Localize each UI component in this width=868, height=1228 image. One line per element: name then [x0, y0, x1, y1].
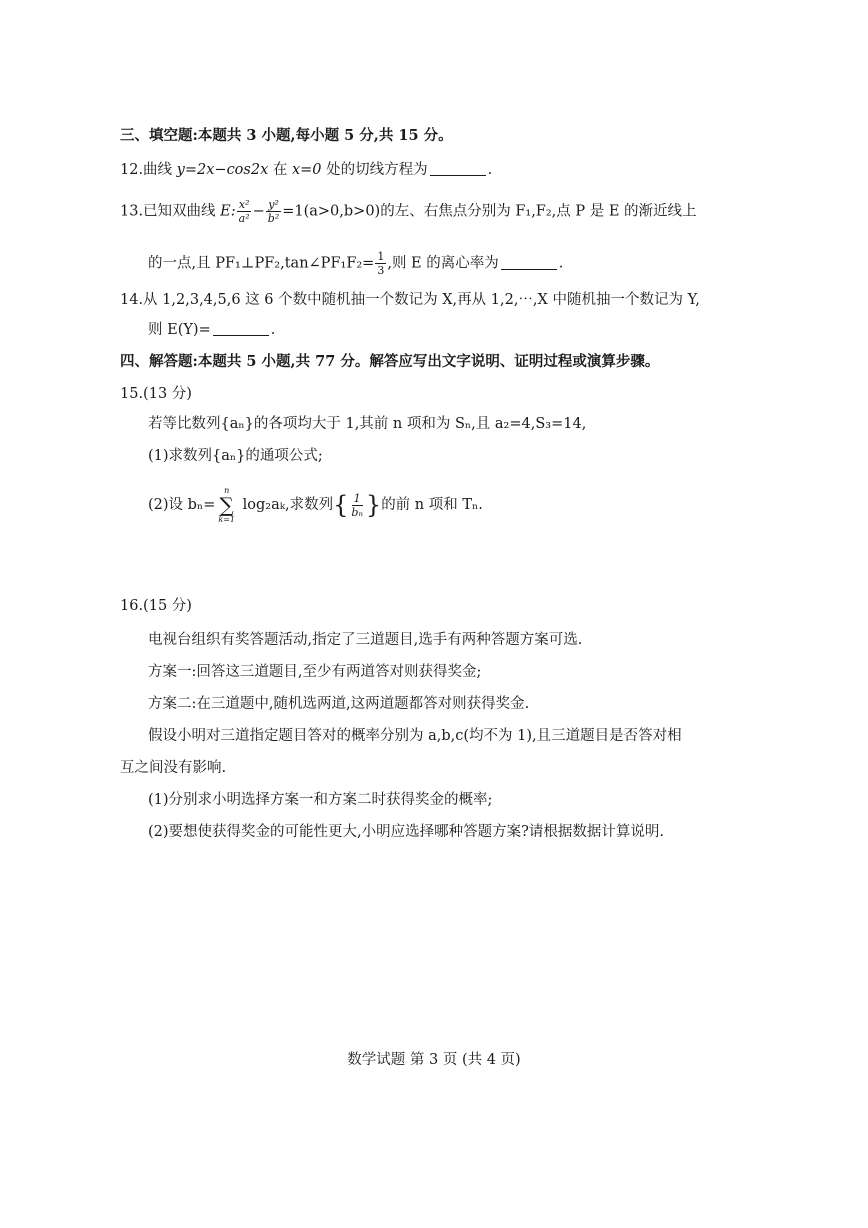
question-15-part-2: (2)设 bₙ= n ∑ k=1 log₂aₖ,求数列{ $\frac{1}{\text{bₙ}}$ }的前 n 项和 Tₙ.: [148, 486, 483, 524]
answer-blank-14: [213, 321, 269, 336]
question-12: 12.曲线 y=2x−cos2x 在 x=0 处的切线方程为 .: [120, 162, 493, 178]
answer-blank-12: [430, 161, 486, 176]
fraction-y-over-b: $\frac{\text{y²}}{\text{b²}}$: [267, 198, 280, 225]
question-13-line-1: 13.已知双曲线 E: $\frac{\text{x²}}{\text{a²}}$ − $\frac{\text{y²}}{\text{b²}}$ =1(a>0,b>0)的左、右焦点分别为 F₁,F₂,点 P 是 E 的渐近线上: [120, 198, 697, 225]
summation-symbol: n ∑ k=1: [218, 486, 235, 524]
question-16-paragraph-5: 互之间没有影响.: [120, 760, 227, 776]
question-14-line-2: 则 E(Y)= .: [148, 322, 276, 338]
question-16-label: 16.(15 分): [120, 598, 192, 614]
section-4-title: 四、解答题:本题共 5 小题,共 77 分。解答应写出文字说明、证明过程或演算步骤。: [120, 353, 660, 370]
section-3-title: 三、填空题:本题共 3 小题,每小题 5 分,共 15 分。: [120, 127, 453, 144]
question-16-part-2: (2)要想使获得奖金的可能性更大,小明应选择哪种答题方案?请根据数据计算说明.: [148, 824, 665, 840]
question-15-part-1: (1)求数列{aₙ}的通项公式;: [148, 448, 323, 464]
fraction-one-third: $\frac{1}{3}$: [377, 250, 385, 277]
question-15-stem: 若等比数列{aₙ}的各项均大于 1,其前 n 项和为 Sₙ,且 a₂=4,S₃=14,: [148, 416, 587, 432]
question-16-part-1: (1)分别求小明选择方案一和方案二时获得奖金的概率;: [148, 792, 493, 808]
answer-blank-13: [501, 255, 557, 270]
question-16-paragraph-1: 电视台组织有奖答题活动,指定了三道题目,选手有两种答题方案可选.: [148, 632, 583, 648]
question-16-paragraph-2: 方案一:回答这三道题目,至少有两道答对则获得奖金;: [148, 664, 482, 680]
question-13-line-2: 的一点,且 PF₁⊥PF₂,tan∠PF₁F₂= $\frac{1}{3}$ ,则 E 的离心率为 .: [148, 250, 564, 277]
question-14-line-1: 14.从 1,2,3,4,5,6 这 6 个数中随机抽一个数记为 X,再从 1,2,⋯,X 中随机抽一个数记为 Y,: [120, 292, 700, 308]
question-16-paragraph-4: 假设小明对三道指定题目答对的概率分别为 a,b,c(均不为 1),且三道题目是否答对相: [148, 728, 682, 744]
page-footer: 数学试题 第 3 页 (共 4 页): [347, 1052, 521, 1068]
fraction-x-over-a: $\frac{\text{x²}}{\text{a²}}$: [238, 198, 250, 225]
question-15-label: 15.(13 分): [120, 386, 192, 402]
question-16-paragraph-3: 方案二:在三道题中,随机选两道,这两道题都答对则获得奖金.: [148, 696, 530, 712]
fraction-one-over-bn: $\frac{1}{\text{bₙ}}$: [351, 491, 363, 519]
